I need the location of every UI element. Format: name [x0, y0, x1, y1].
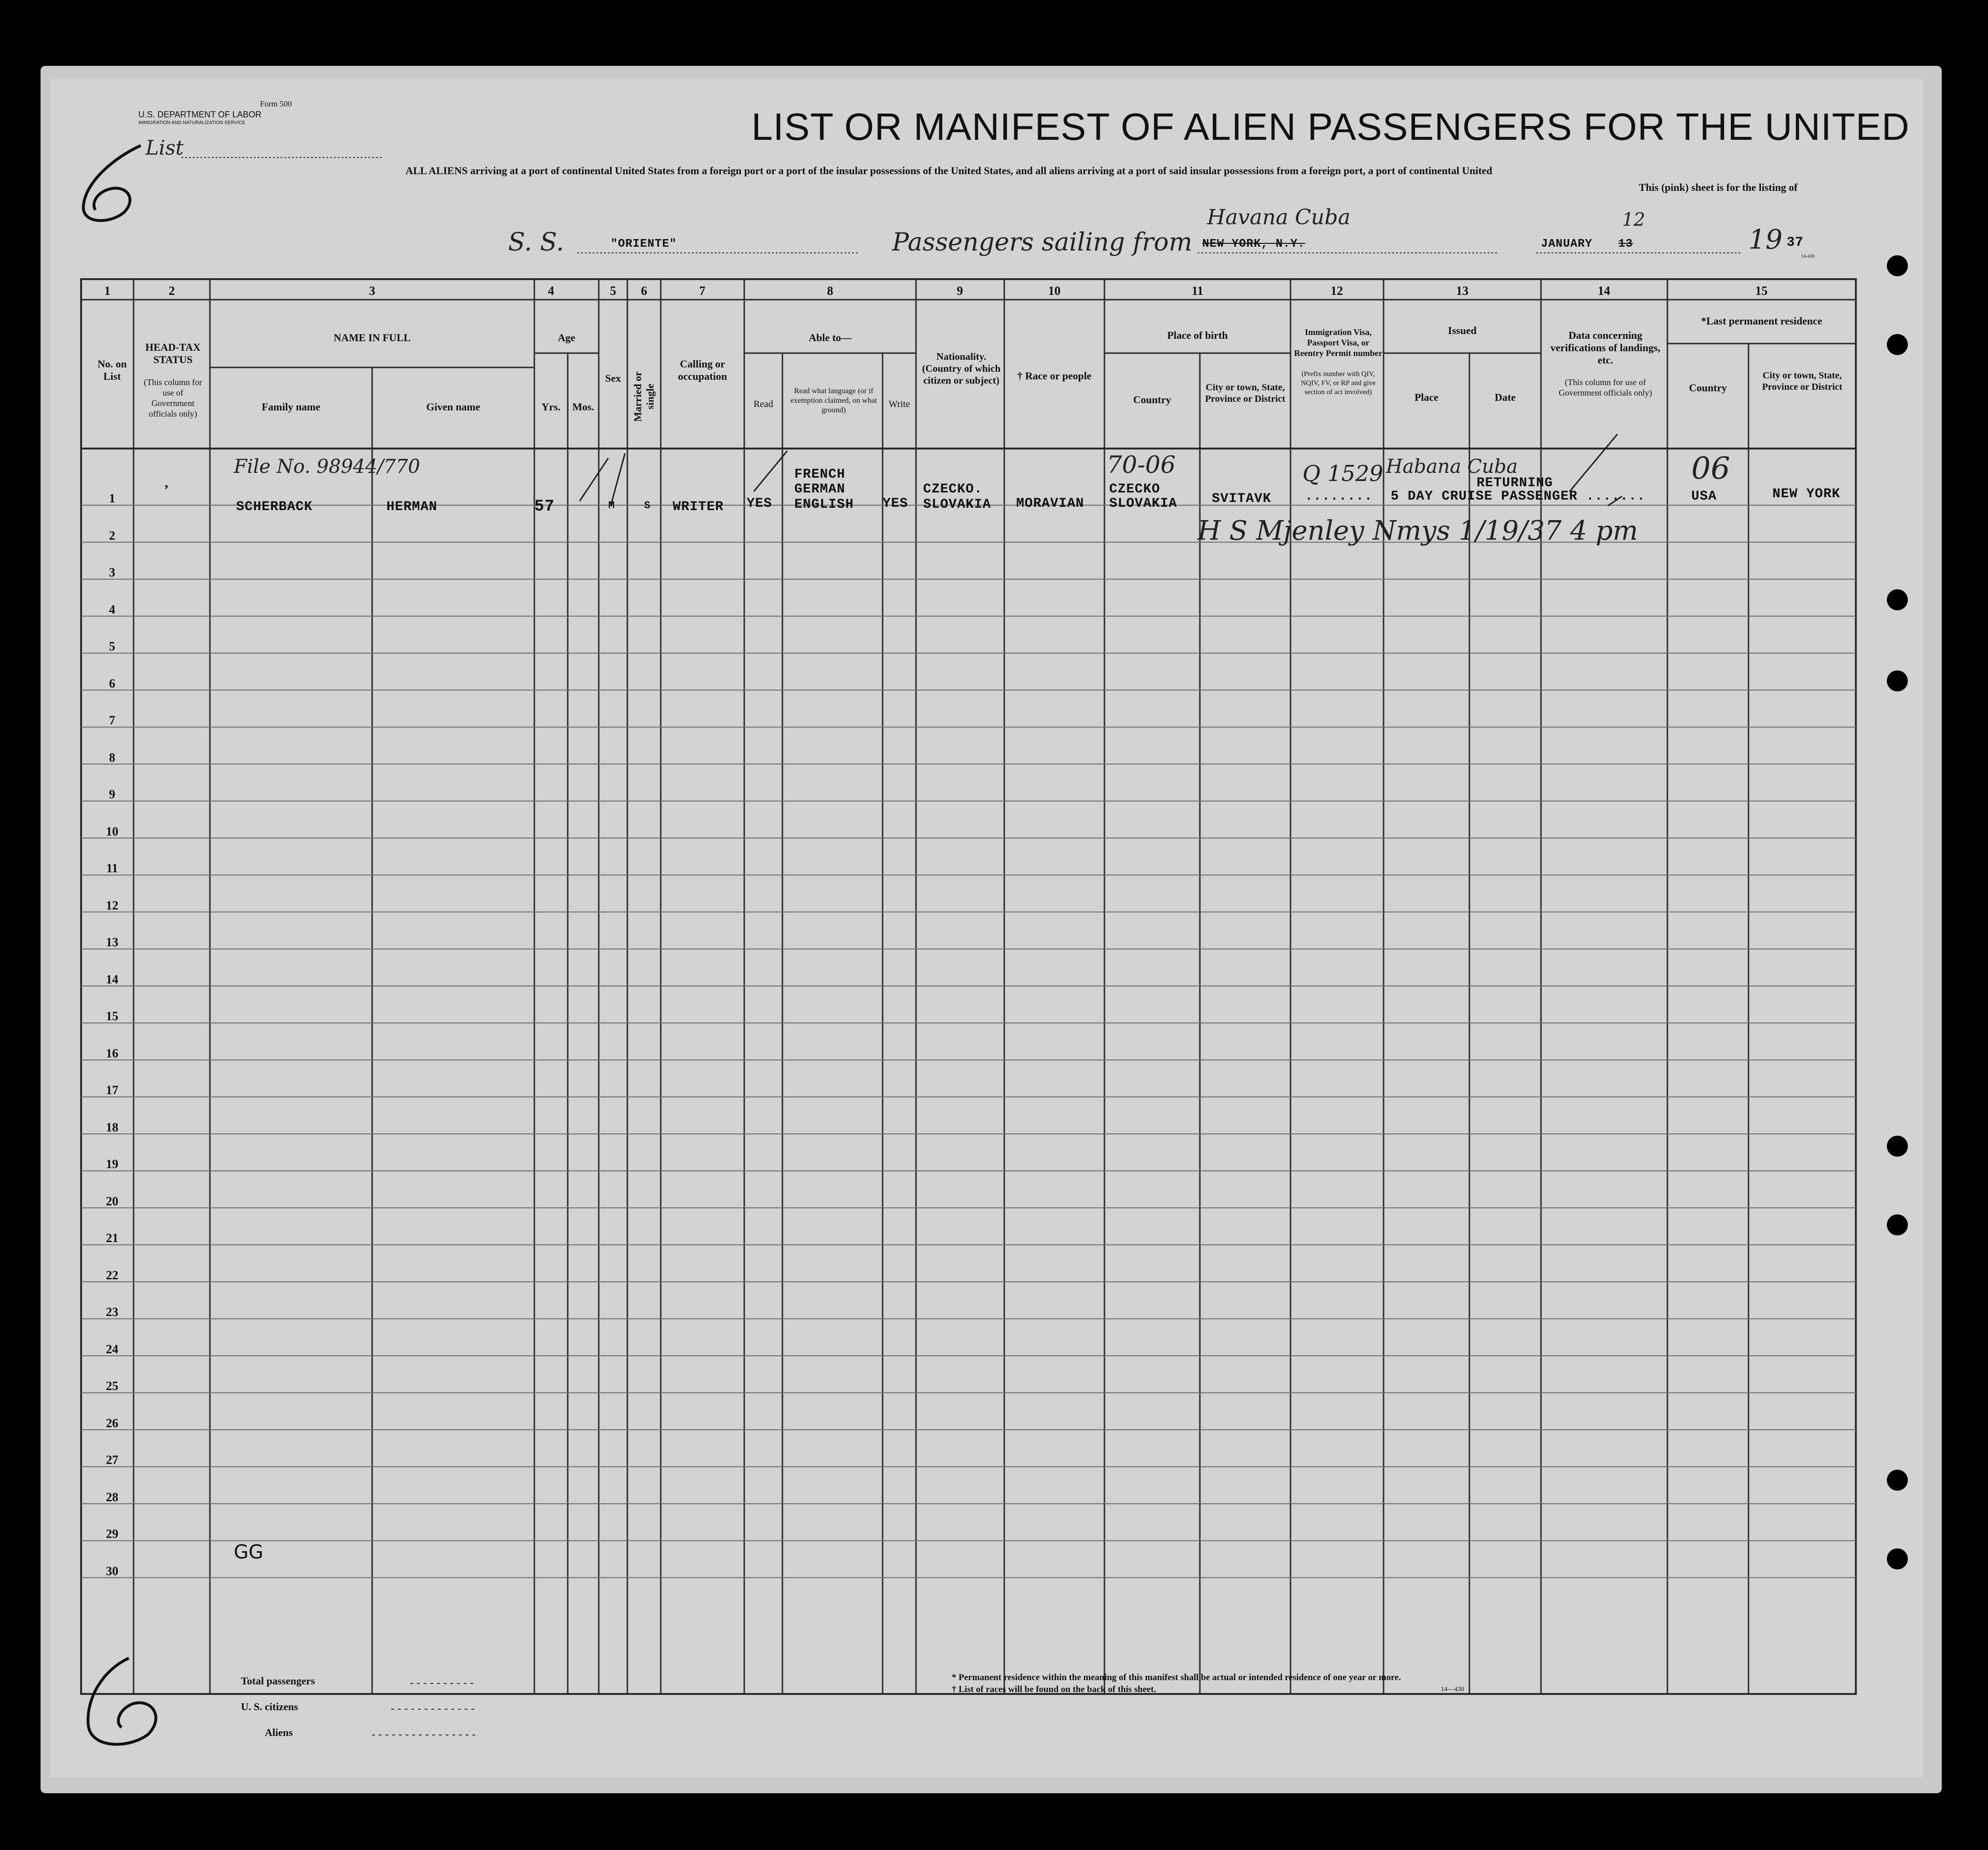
row-number: 3 [109, 565, 115, 579]
entry-issued-place: Habana Cuba [1386, 456, 1518, 478]
entry-language-3: ENGLISH [794, 497, 854, 512]
header-issued: Issued [1448, 324, 1477, 336]
row-number: 20 [106, 1194, 118, 1208]
entry-write: YES [883, 496, 908, 511]
entry-birth-country-1: CZECKO [1109, 482, 1160, 497]
row-number: 15 [106, 1009, 118, 1023]
entry-birth-country-2: SLOVAKIA [1109, 496, 1177, 511]
header-able-to: Able to— [809, 332, 852, 344]
footer-form-code: 14—430 [1441, 1686, 1464, 1693]
entry-given-name: HERMAN [386, 500, 437, 514]
punch-hole [1887, 589, 1908, 610]
header-res-city: City or town, State, Province or District [1762, 370, 1842, 392]
column-number: 13 [1456, 284, 1468, 298]
header-nationality: Nationality. (Country of which citizen or subject) [922, 351, 1001, 386]
header-verification-note: (This column for use of Government officials only) [1559, 377, 1652, 397]
header-issued-place: Place [1414, 391, 1439, 403]
header-age-years: Yrs. [541, 401, 561, 413]
row-number: 11 [106, 861, 118, 875]
punch-hole [1887, 670, 1908, 691]
row-number: 13 [106, 935, 118, 949]
column-number: 7 [699, 284, 706, 298]
column-number: 3 [369, 284, 375, 298]
row-number: 12 [106, 898, 118, 912]
header-verification: Data concerning verifications of landings, etc. [1550, 329, 1661, 366]
header-no-on-list: No. on List [97, 358, 127, 382]
header-head-tax-note: (This column for use of Government officials only) [144, 377, 202, 418]
punch-hole [1887, 1214, 1908, 1235]
subtitle-line-1: ALL ALIENS arriving at a port of continental United States from a foreign port or a port of the insular possessions of the United States, and all aliens arriving at a port of said insular possessions from a foreign port, a port of continental United [406, 165, 1492, 177]
page-mark-bottom [88, 1658, 156, 1744]
row-number: 24 [106, 1342, 118, 1356]
row-number: 14 [106, 972, 118, 986]
entry-marital: S [644, 500, 651, 512]
row-number: 22 [106, 1268, 118, 1282]
column-number: 9 [957, 284, 963, 298]
row-number: 2 [109, 528, 115, 543]
header-age-months: Mos. [572, 401, 594, 413]
page-mark-top [83, 146, 141, 220]
row-number: 27 [106, 1453, 118, 1467]
header-married-single: Married or single [632, 371, 656, 422]
department-name: U.S. DEPARTMENT OF LABOR [138, 110, 262, 119]
row-number: 16 [106, 1046, 118, 1060]
row-number: 4 [109, 602, 115, 617]
header-write: Write [888, 399, 910, 409]
entry-family-name: SCHERBACK [236, 500, 313, 514]
ship-name: "ORIENTE" [611, 238, 677, 251]
row-number: 7 [109, 713, 115, 727]
column-number: 6 [641, 284, 647, 298]
entry-sex: M [608, 500, 615, 512]
row-number: 25 [106, 1379, 118, 1393]
punch-hole [1887, 1470, 1908, 1491]
punch-hole [1887, 1548, 1908, 1569]
column-number: 11 [1191, 284, 1204, 298]
row-number: 26 [106, 1416, 118, 1430]
column-number: 12 [1331, 284, 1343, 298]
header-birth-city: City or town, State, Province or District [1205, 382, 1286, 404]
column-number: 15 [1755, 284, 1768, 298]
row-number: 9 [109, 787, 115, 801]
row-number: 6 [109, 676, 115, 690]
header-given-name: Given name [426, 401, 480, 413]
sailing-label: Passengers sailing from [892, 228, 1193, 257]
row-number: 19 [106, 1157, 118, 1171]
entry-visa: Q 1529 [1302, 460, 1384, 486]
header-family-name: Family name [261, 401, 321, 413]
year-prefix: 19 [1749, 224, 1783, 255]
aliens-label: Aliens [265, 1726, 293, 1738]
header-read: Read [753, 399, 773, 409]
column-number: 1 [104, 284, 111, 298]
header-birth-country: Country [1133, 394, 1171, 406]
row-number: 21 [106, 1231, 118, 1245]
entry-birth-city: SVITAVK [1212, 491, 1271, 506]
row-number: 29 [106, 1527, 118, 1541]
punch-hole [1887, 334, 1908, 355]
header-issued-date: Date [1495, 391, 1516, 403]
footnote-races: † List of races will be found on the back of this sheet. [952, 1684, 1156, 1694]
column-number: 8 [827, 284, 833, 298]
header-read-language: Read what language (or if exemption claimed, on what ground) [790, 387, 877, 414]
subtitle-line-2: This (pink) sheet is for the listing of [1639, 181, 1798, 193]
gg-mark: GG [234, 1541, 263, 1563]
inspector-signature: H S Mjenley Nmys 1/19/37 4 pm [1197, 515, 1638, 546]
entry-language-1: FRENCH [794, 467, 845, 482]
column-number: 2 [168, 284, 175, 298]
entry-nationality-1: CZECKO. [923, 482, 983, 497]
entry-cruise-note-2: 5 DAY CRUISE PASSENGER ....... [1391, 489, 1646, 504]
file-number: File No. 98944/770 [234, 456, 420, 478]
head-tax-mark: , [165, 475, 168, 491]
us-citizens-label: U. S. citizens [241, 1701, 298, 1713]
service-name: IMMIGRATION AND NATURALIZATION SERVICE [138, 120, 246, 125]
header-visa: Immigration Visa, Passport Visa, or Reentry Permit number [1294, 327, 1383, 358]
row-number: 5 [109, 639, 115, 653]
punch-hole [1887, 1136, 1908, 1157]
date-month: JANUARY [1541, 238, 1592, 251]
port-handwritten: Havana Cuba [1207, 205, 1351, 230]
row-number: 28 [106, 1490, 118, 1504]
header-last-residence: *Last permanent residence [1701, 315, 1822, 327]
form-number: Form 500 [260, 99, 292, 108]
row-number: 10 [106, 824, 118, 838]
total-passengers-label: Total passengers [241, 1675, 315, 1687]
entry-language-2: GERMAN [794, 482, 845, 497]
date-day-struck: 13 [1618, 238, 1633, 251]
entry-race: MORAVIAN [1016, 496, 1084, 511]
row-number: 30 [106, 1564, 118, 1578]
entry-res-country: USA [1691, 489, 1717, 504]
row-number: 1 [109, 491, 115, 505]
row-number: 8 [109, 750, 115, 764]
port-typed: NEW YORK, N.Y. [1202, 238, 1305, 251]
row-number: 18 [106, 1120, 118, 1134]
header-name-in-full: NAME IN FULL [333, 332, 411, 344]
year-suffix: 37 [1787, 235, 1804, 250]
header-head-tax: HEAD-TAX STATUS [145, 341, 201, 366]
ss-label: S. S. [508, 228, 564, 257]
list-label: List [146, 136, 184, 159]
entry-age-years: 57 [534, 498, 555, 516]
header-age: Age [558, 332, 575, 344]
entry-res-city: NEW YORK [1772, 487, 1841, 502]
punch-hole [1887, 255, 1908, 276]
column-number: 14 [1598, 284, 1610, 298]
header-form-code: 14-430 [1801, 254, 1815, 259]
header-calling: Calling or occupation [678, 358, 727, 382]
entry-read: YES [747, 496, 772, 511]
footnote-residence: * Permanent residence within the meaning of this manifest shall be actual or intended residence of one year or more. [952, 1672, 1401, 1683]
entry-occupation: WRITER [673, 500, 724, 514]
date-day-written: 12 [1622, 209, 1645, 230]
header-sex: Sex [605, 372, 621, 384]
column-number: 4 [548, 284, 554, 298]
header-res-country: Country [1689, 382, 1727, 394]
entry-visa-dots: ........ [1305, 489, 1373, 504]
entry-residence-annotation: 06 [1691, 451, 1730, 486]
row-number: 17 [106, 1083, 118, 1097]
column-number: 5 [610, 284, 616, 298]
manifest-title: LIST OR MANIFEST OF ALIEN PASSENGERS FOR THE UNITED [751, 105, 1910, 148]
header-race: † Race or people [1017, 370, 1092, 382]
entry-nationality-2: SLOVAKIA [923, 497, 991, 512]
header-place-of-birth: Place of birth [1167, 329, 1228, 341]
row-number: 23 [106, 1305, 118, 1319]
entry-cruise-note-1: RETURNING [1477, 476, 1553, 491]
column-number: 10 [1048, 284, 1061, 298]
header-visa-note: (Prefix number with QIV, NQIV, FV, or RP and give section of act involved) [1301, 370, 1376, 396]
entry-birth-annotation: 70-06 [1107, 451, 1176, 479]
